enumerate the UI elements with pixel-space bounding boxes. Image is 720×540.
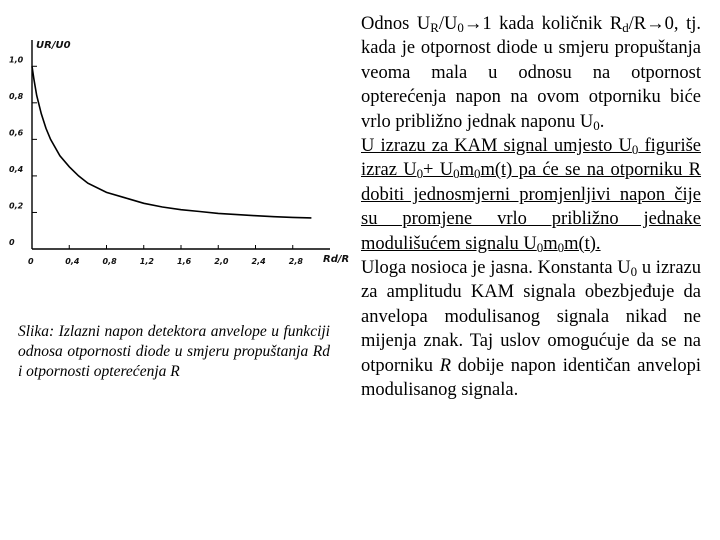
y-tick-label: 0,4 xyxy=(9,164,24,174)
y-tick-labels xyxy=(9,55,37,247)
x-tick-label: 1,6 xyxy=(177,257,192,266)
series-line xyxy=(32,66,311,218)
y-tick-label: 0,6 xyxy=(9,128,24,138)
y-tick-label: 0,2 xyxy=(9,201,24,211)
y-tick-label: 1,0 xyxy=(9,55,24,65)
paragraph-3: Uloga nosioca je jasna. Konstanta $U_0$ u izrazu za amplitudu KAM signala obezbjeđuje da anvelopa modulisanog signala nikad ne mijenja znak. Taj uslov omogućuje da se na otporniku R dobije napon identičan anvelopi modulisanog signala. xyxy=(361,258,701,401)
paragraph-2: U izrazu za KAM signal umjesto $U_0$ figuriše izraz $U_0+ U_0m_0m(t)$ pa će se na otporniku R dobiti jednosmjerni promjenljivi napon čije su promjene vrlo približno jednake modulišućem signalu $U_0m_0m(t)$. xyxy=(361,136,702,255)
figure-caption: Slika: Izlazni napon detektora anvelope u funkciji odnosa otpornosti diode u smjeru propuštanja Rd i otpornosti opterećenja R xyxy=(18,323,330,380)
x-tick-labels xyxy=(28,245,303,266)
detector-output-chart xyxy=(0,0,360,300)
y-tick-label: 0 xyxy=(9,238,15,247)
x-axis-label: Rd/R xyxy=(323,254,350,265)
y-axis-label: UR/U0 xyxy=(36,40,71,51)
x-tick-label: 2,0 xyxy=(214,257,229,266)
paragraph-1: Odnos $U_R/U_0\to 1$ kada količnik $R_d/R\to 0$, tj. kada je otpornost diode u smjeru propuštanja veoma mala u odnosu na otpornost opterećenja napon na ovom otporniku biće vrlo približno jednak naponu $U_0$. xyxy=(361,14,701,133)
x-tick-label: 0,8 xyxy=(102,257,117,266)
x-tick-label: 0,4 xyxy=(65,257,80,266)
x-tick-label: 0 xyxy=(28,257,34,266)
body-text xyxy=(361,12,701,403)
x-tick-label: 2,4 xyxy=(251,257,266,266)
x-tick-label: 2,8 xyxy=(288,257,303,266)
y-tick-label: 0,8 xyxy=(9,91,24,101)
x-tick-label: 1,2 xyxy=(139,257,154,266)
